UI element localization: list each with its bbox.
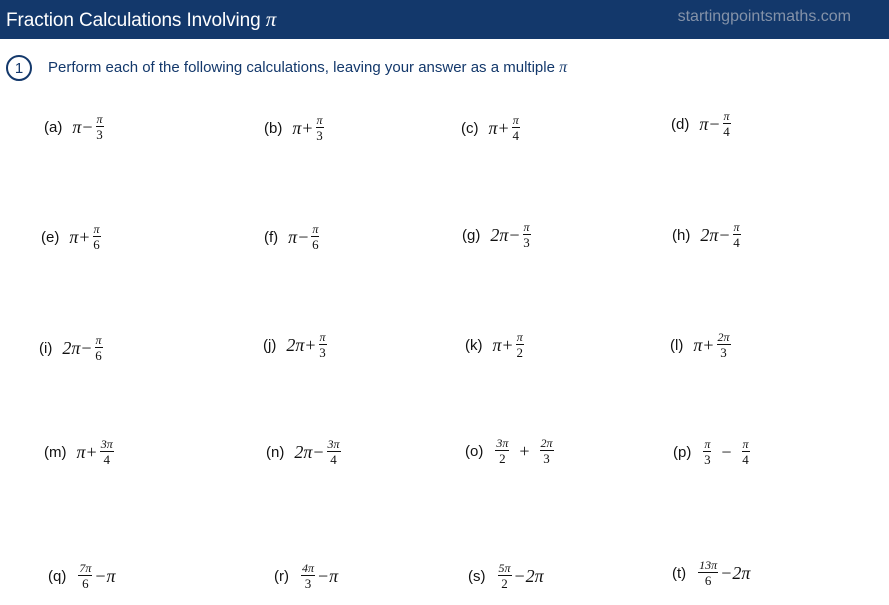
instruction-text: Perform each of the following calculations, leaving your answer as a multiple <box>48 59 560 76</box>
problem-f <box>264 217 321 257</box>
problem-o <box>465 431 556 471</box>
problem-q <box>48 556 116 596</box>
operator: − <box>81 337 92 358</box>
operator: + <box>302 117 313 138</box>
denominator: 4 <box>512 127 519 143</box>
problem-j <box>263 325 329 365</box>
fraction <box>512 114 520 143</box>
lead-term: 2π <box>700 224 719 245</box>
fraction <box>327 438 341 467</box>
denominator: 4 <box>733 234 740 250</box>
problem-g <box>462 215 533 255</box>
expression <box>490 221 532 250</box>
operator: + <box>498 117 509 138</box>
numerator: 7π <box>79 560 92 575</box>
denominator: 4 <box>742 451 749 467</box>
fraction <box>100 438 114 467</box>
problem-i <box>39 328 105 368</box>
fraction <box>698 559 718 588</box>
denominator: 6 <box>704 572 712 588</box>
fraction <box>733 221 741 250</box>
denominator: 2 <box>501 575 508 591</box>
numerator: π <box>704 436 711 451</box>
expression <box>76 562 115 591</box>
fraction <box>523 221 531 250</box>
problem-label: (b) <box>264 119 283 137</box>
lead-term: π <box>292 117 302 138</box>
page-header <box>0 0 889 39</box>
fraction <box>311 223 319 252</box>
operator: + <box>703 334 714 355</box>
problem-label: (p) <box>673 443 692 461</box>
lead-term: 2π <box>286 334 305 355</box>
denominator: 6 <box>95 347 102 363</box>
problem-c <box>461 108 522 148</box>
denominator: 2 <box>499 450 506 466</box>
problem-label: (c) <box>461 119 479 137</box>
numerator: π <box>733 219 740 234</box>
operator: + <box>502 334 513 355</box>
numerator: π <box>523 219 530 234</box>
fraction <box>301 562 315 591</box>
operator: − <box>82 116 93 137</box>
problem-label: (j) <box>263 336 277 354</box>
denominator: 3 <box>304 575 312 591</box>
operator: − <box>721 562 732 583</box>
problem-label: (e) <box>41 228 60 246</box>
operator: − <box>721 441 732 462</box>
denominator: 3 <box>96 126 103 142</box>
numerator: π <box>93 221 100 236</box>
expression <box>489 114 522 143</box>
fraction <box>717 331 731 360</box>
lead-term: π <box>72 116 82 137</box>
problem-r <box>274 556 338 596</box>
problem-label: (t) <box>672 564 687 582</box>
operator: − <box>313 441 324 462</box>
problem-label: (d) <box>671 115 690 133</box>
problem-e <box>41 217 103 257</box>
fraction <box>78 562 92 591</box>
operator: − <box>719 224 730 245</box>
operator: − <box>514 565 525 586</box>
operator: − <box>95 565 106 586</box>
expression <box>696 559 750 588</box>
page-title <box>6 7 276 32</box>
denominator: 3 <box>543 450 550 466</box>
expression <box>496 562 544 591</box>
numerator: 13π <box>699 557 718 572</box>
title-text: Fraction Calculations Involving <box>6 10 266 31</box>
problem-label: (l) <box>670 336 684 354</box>
expression <box>292 114 325 143</box>
numerator: 5π <box>498 560 511 575</box>
operator: + <box>86 441 97 462</box>
fraction <box>495 437 509 466</box>
problem-label: (o) <box>465 442 484 460</box>
expression <box>701 438 751 467</box>
lead-term: π <box>488 117 498 138</box>
operator: − <box>709 113 720 134</box>
expression <box>286 331 328 360</box>
denominator: 6 <box>93 236 100 252</box>
pi-symbol: π <box>559 59 568 76</box>
expression <box>72 113 105 142</box>
numerator: π <box>512 112 519 127</box>
operator: − <box>318 565 329 586</box>
fraction <box>703 438 711 467</box>
fraction <box>319 331 327 360</box>
expression <box>693 331 732 360</box>
lead-term: 2π <box>294 441 313 462</box>
fraction <box>540 437 554 466</box>
problem-label: (k) <box>465 336 483 354</box>
expression <box>493 437 555 466</box>
numerator: 3π <box>327 436 340 451</box>
operator: + <box>79 226 90 247</box>
problem-label: (f) <box>264 228 279 246</box>
operator: + <box>305 334 316 355</box>
problem-m <box>44 432 116 472</box>
expression <box>699 110 732 139</box>
trail-term: 2π <box>732 562 751 583</box>
denominator: 3 <box>720 344 727 360</box>
expression <box>700 221 742 250</box>
pi-symbol: π <box>265 7 277 31</box>
denominator: 6 <box>82 575 89 591</box>
denominator: 6 <box>312 236 319 252</box>
problem-label: (q) <box>48 567 67 585</box>
fraction <box>498 562 512 591</box>
expression <box>69 223 102 252</box>
numerator: π <box>742 436 749 451</box>
fraction <box>723 110 731 139</box>
numerator: π <box>723 108 730 123</box>
question-instruction <box>48 59 567 77</box>
lead-term: π <box>492 334 502 355</box>
fraction <box>742 438 750 467</box>
site-name: startingpointsmaths.com <box>677 8 851 25</box>
fraction <box>93 223 101 252</box>
problem-b <box>264 108 326 148</box>
numerator: π <box>316 112 323 127</box>
expression <box>294 438 342 467</box>
numerator: 4π <box>302 560 315 575</box>
operator: − <box>298 226 309 247</box>
lead-term: π <box>288 226 298 247</box>
expression <box>288 223 321 252</box>
lead-term: π <box>693 334 703 355</box>
numerator: 3π <box>100 436 113 451</box>
problem-t <box>672 553 750 593</box>
numerator: π <box>516 329 523 344</box>
denominator: 3 <box>523 234 530 250</box>
denominator: 2 <box>516 344 523 360</box>
problem-l <box>670 325 733 365</box>
expression <box>62 334 104 363</box>
trail-term: 2π <box>525 565 544 586</box>
numerator: 2π <box>717 329 730 344</box>
lead-term: 2π <box>490 224 509 245</box>
problem-label: (h) <box>672 226 691 244</box>
fraction <box>96 113 104 142</box>
problem-n <box>266 432 343 472</box>
problem-s <box>468 556 544 596</box>
denominator: 3 <box>316 127 323 143</box>
denominator: 4 <box>330 451 337 467</box>
numerator: π <box>319 329 326 344</box>
trail-term: π <box>329 565 339 586</box>
problem-p <box>673 432 752 472</box>
numerator: 3π <box>496 435 509 450</box>
problem-k <box>465 325 526 365</box>
lead-term: π <box>699 113 709 134</box>
problem-a <box>44 107 106 147</box>
lead-term: π <box>69 226 79 247</box>
problem-label: (m) <box>44 443 67 461</box>
problem-d <box>671 104 733 144</box>
numerator: π <box>96 111 103 126</box>
lead-term: 2π <box>62 337 81 358</box>
denominator: 4 <box>103 451 110 467</box>
problem-label: (a) <box>44 118 63 136</box>
fraction <box>95 334 103 363</box>
problem-h <box>672 215 743 255</box>
expression <box>493 331 526 360</box>
denominator: 4 <box>723 123 730 139</box>
denominator: 3 <box>319 344 326 360</box>
fraction <box>316 114 324 143</box>
trail-term: π <box>106 565 116 586</box>
problem-label: (i) <box>39 339 53 357</box>
expression <box>77 438 116 467</box>
fraction <box>516 331 524 360</box>
question-number-badge: 1 <box>6 55 32 81</box>
numerator: π <box>95 332 102 347</box>
operator: − <box>509 224 520 245</box>
problem-label: (g) <box>462 226 481 244</box>
expression <box>299 562 338 591</box>
operator: + <box>519 440 530 461</box>
problem-label: (r) <box>274 567 289 585</box>
denominator: 3 <box>704 451 711 467</box>
problem-label: (s) <box>468 567 486 585</box>
numerator: π <box>312 221 319 236</box>
lead-term: π <box>76 441 86 462</box>
problem-label: (n) <box>266 443 285 461</box>
numerator: 2π <box>540 435 553 450</box>
